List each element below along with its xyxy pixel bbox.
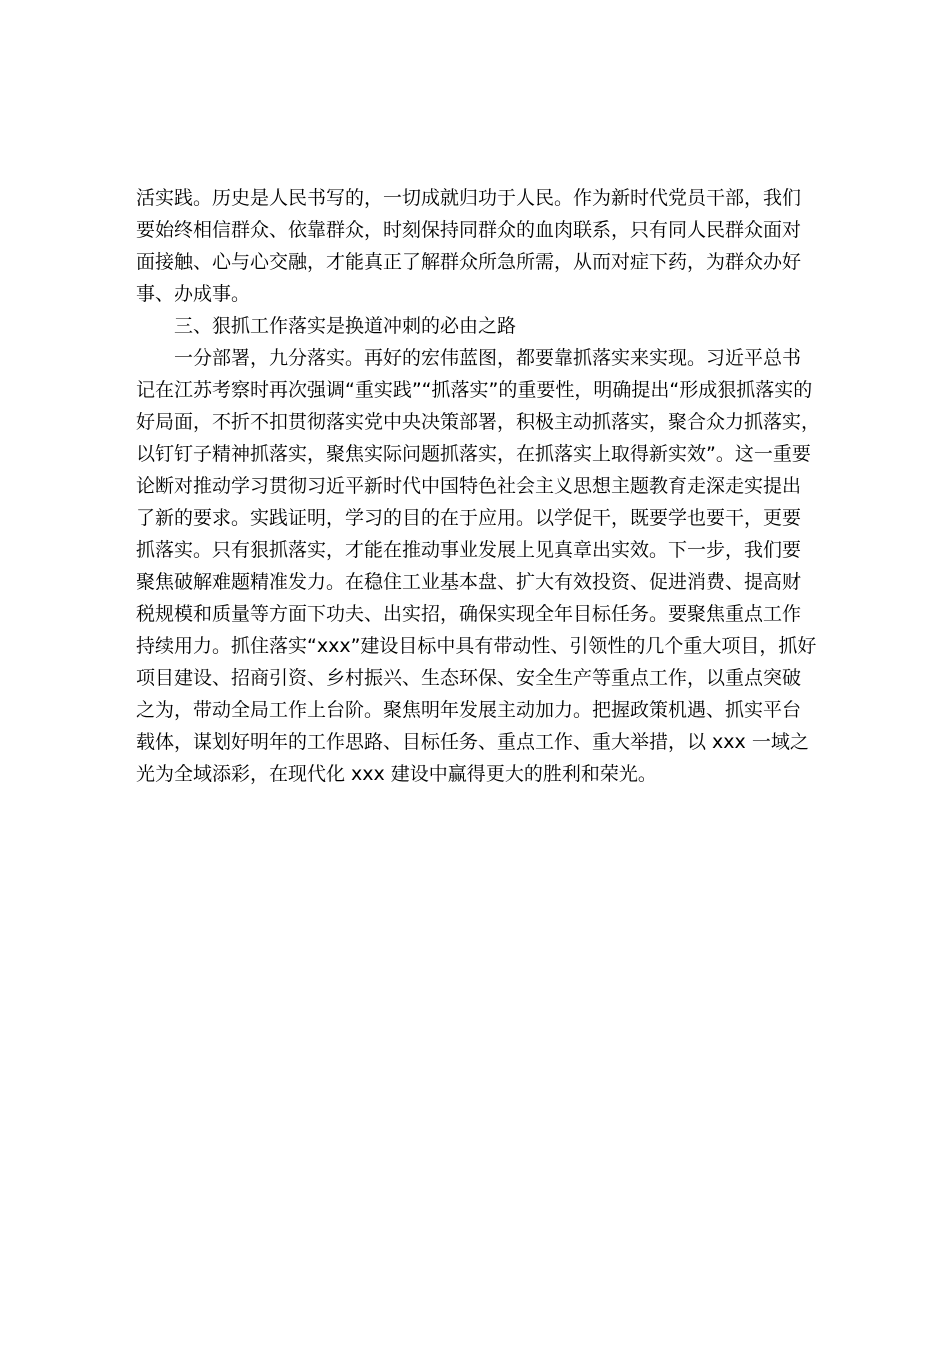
paragraph-line: 要始终相信群众、依靠群众，时刻保持同群众的血肉联系，只有同人民群众面对 [136, 219, 802, 241]
paragraph-line: 载体，谋划好明年的工作思路、目标任务、重点工作、重大举措，以 xxx 一域之 [136, 731, 809, 753]
paragraph-line: 光为全域添彩，在现代化 xxx 建设中赢得更大的胜利和荣光。 [136, 763, 657, 785]
document-body [136, 182, 826, 790]
paragraph-line: 事、办成事。 [136, 283, 251, 305]
paragraph-line: 记在江苏考察时再次强调“重实践”“抓落实”的重要性，明确提出“形成狠抓落实的 [136, 379, 813, 401]
paragraph-line: 一分部署，九分落实。再好的宏伟蓝图，都要靠抓落实来实现。习近平总书 [174, 347, 802, 369]
paragraph-line: 面接触、心与心交融，才能真正了解群众所急所需，从而对症下药，为群众办好 [136, 251, 802, 273]
paragraph-line: 税规模和质量等方面下功夫、出实招，确保实现全年目标任务。要聚焦重点工作 [136, 603, 802, 625]
paragraph-line: 项目建设、招商引资、乡村振兴、生态环保、安全生产等重点工作，以重点突破 [136, 667, 802, 689]
paragraph-line: 论断对推动学习贯彻习近平新时代中国特色社会主义思想主题教育走深走实提出 [136, 475, 802, 497]
section-heading: 三、狠抓工作落实是换道冲刺的必由之路 [174, 315, 517, 337]
paragraph-line: 持续用力。抓住落实“xxx”建设目标中具有带动性、引领性的几个重大项目，抓好 [136, 635, 817, 657]
paragraph-line: 聚焦破解难题精准发力。在稳住工业基本盘、扩大有效投资、促进消费、提高财 [136, 571, 802, 593]
paragraph-line: 了新的要求。实践证明，学习的目的在于应用。以学促干，既要学也要干，更要 [136, 507, 802, 529]
paragraph-line: 好局面，不折不扣贯彻落实党中央决策部署，积极主动抓落实，聚合众力抓落实， [136, 411, 821, 433]
paragraph-line: 以钉钉子精神抓落实，聚焦实际问题抓落实，在抓落实上取得新实效”。这一重要 [136, 443, 811, 465]
paragraph-line: 活实践。历史是人民书写的，一切成就归功于人民。作为新时代党员干部，我们 [136, 187, 802, 209]
paragraph-line: 抓落实。只有狠抓落实，才能在推动事业发展上见真章出实效。下一步，我们要 [136, 539, 802, 561]
paragraph-line: 之为，带动全局工作上台阶。聚焦明年发展主动加力。把握政策机遇、抓实平台 [136, 699, 802, 721]
